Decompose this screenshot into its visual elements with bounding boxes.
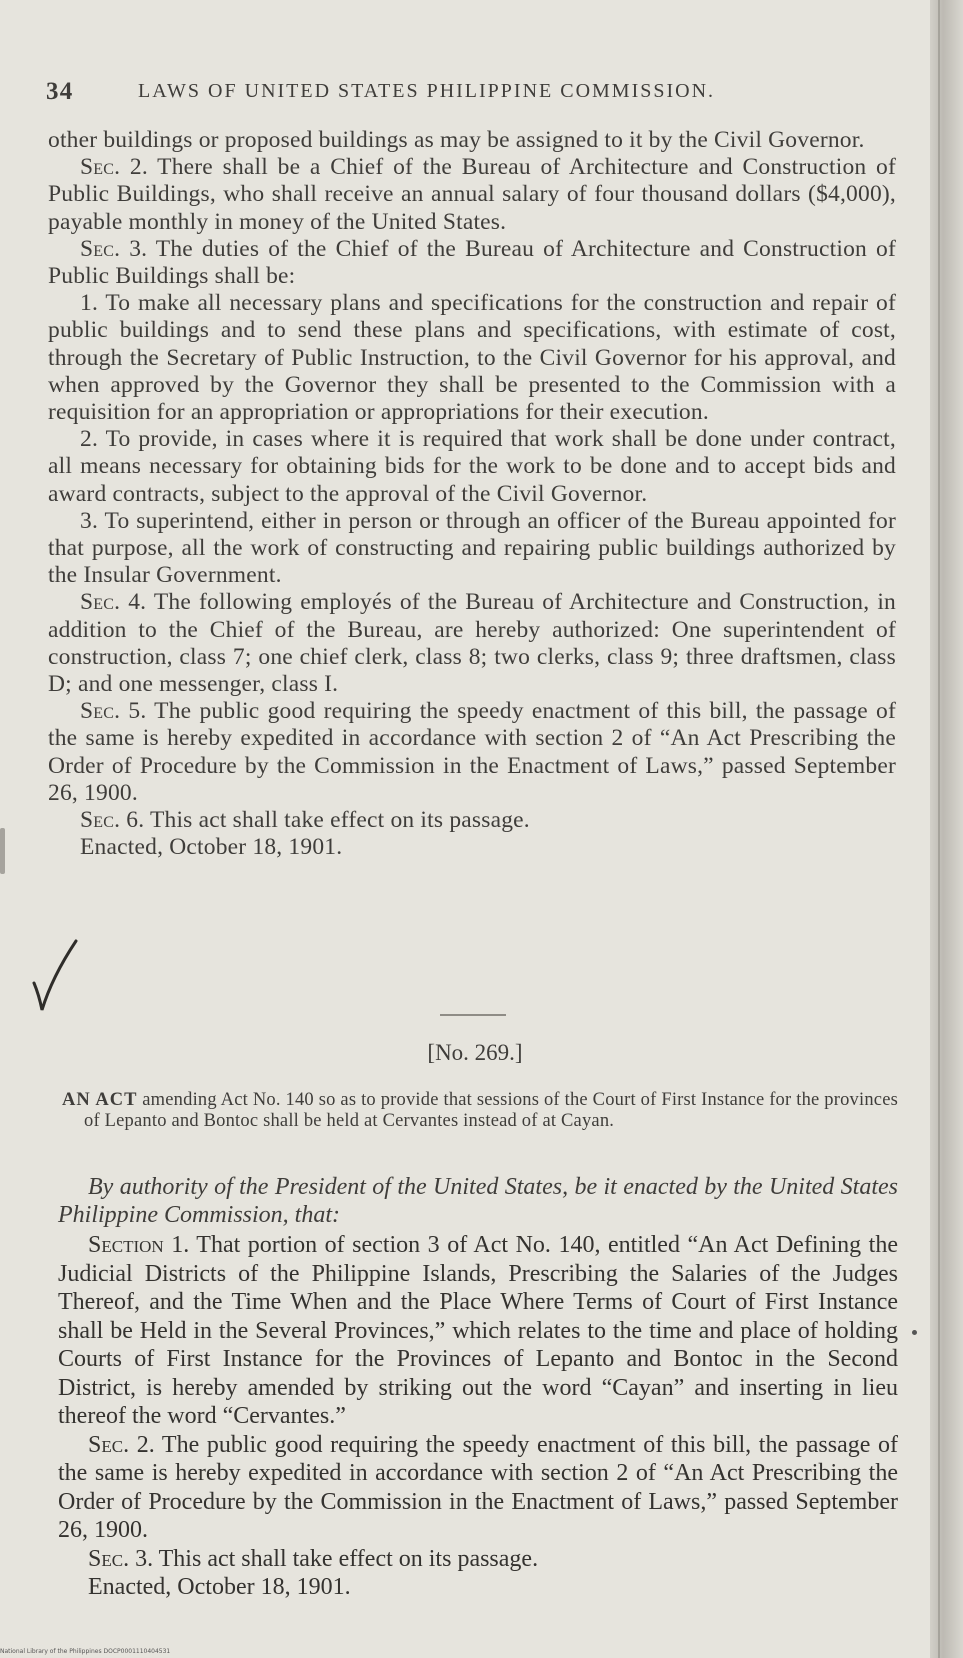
act-title <box>62 1090 898 1132</box>
margin-mark <box>0 828 5 874</box>
scan-source-line: National Library of the Philippines DOCP0001110404531 <box>0 1648 171 1655</box>
act-269-body <box>58 1231 898 1602</box>
section-label: Sec. 6. <box>80 807 145 834</box>
running-head <box>46 78 846 112</box>
enacted-date: Enacted, October 18, 1901. <box>80 834 343 861</box>
page-number: 34 <box>46 78 74 105</box>
section-text: The following employés of the Bureau of Architecture and Construction, in addition to the Chief of the Bureau, are hereby authorized: One superintendent of construction, class 7; one chief clerk, class 8; two clerks, class 9; three draftsmen, class D; and one messenger, class I. <box>48 589 896 698</box>
enacted-date: Enacted, October 18, 1901. <box>88 1574 351 1600</box>
section-6 <box>48 807 896 834</box>
section-label: Sec. 3. <box>88 1545 154 1572</box>
section-text: This act shall take effect on its passage. <box>153 1545 539 1572</box>
section-label: Sec. 5. <box>80 698 147 725</box>
act-number: [No. 269.] <box>427 1040 523 1065</box>
section-3 <box>48 236 896 290</box>
section-2 <box>58 1431 898 1545</box>
margin-dot <box>912 1330 917 1335</box>
section-4 <box>48 589 896 698</box>
section-label: Sec. 2. <box>88 1431 155 1458</box>
duty-item-1: 1. To make all necessary plans and specifications for the construction and repair of public buildings and to send these plans and specifications, with estimate of cost, through the Secretary of Public Instruction, to the Civil Governor for his approval, and when approved by the Governor they shall be presented to the Commission with a requisition for an appropriation or appropriations for their execution. <box>48 290 896 426</box>
section-5 <box>48 698 896 807</box>
running-title: LAWS OF UNITED STATES PHILIPPINE COMMISSION. <box>138 80 716 102</box>
section-text: The public good requiring the speedy enactment of this bill, the passage of the same is hereby expedited in accordance with section 2 of “An Act Prescribing the Order of Procedure by the Commission in the Enactment of Laws,” passed September 26, 1900. <box>48 698 896 806</box>
section-text: That portion of section 3 of Act No. 140, entitled “An Act Defining the Judicial Districts of the Philippine Islands, Prescribing the Salaries of the Judges Thereof, and the Time When and the Place Where Terms of Court of First Instance shall be Held in the Several Provinces,” which relates to the time and place of holding Courts of First Instance for the Provinces of Lepanto and Bontoc in the Second District, is hereby amended by striking out the word “Cayan” and inserting in lieu thereof the word “Cervantes.” <box>58 1232 899 1429</box>
section-label: Sec. 4. <box>80 589 147 616</box>
act-title-text <box>62 1090 898 1132</box>
act-268-body <box>48 127 896 861</box>
act-title-body: amending Act No. 140 so as to provide that sessions of the Court of First Instance for the provinces of Lepanto and Bontoc shall be held at Cervantes instead of at Cayan. <box>84 1090 898 1132</box>
duty-item-2: 2. To provide, in cases where it is required that work shall be done under contract, all means necessary for obtaining bids for the work to be done and to accept bids and award contracts, subject to the approval of the Civil Governor. <box>48 426 896 507</box>
section-text: There shall be a Chief of the Bureau of Architecture and Construction of Public Buildings, who shall receive an annual salary of four thousand dollars ($4,000), payable monthly in money of the United States. <box>48 154 896 235</box>
section-label: Sec. 3. <box>80 235 148 262</box>
handwritten-checkmark-icon <box>30 935 80 1015</box>
gutter-shadow-line <box>938 0 940 1658</box>
section-text: This act shall take effect on its passage. <box>144 807 530 834</box>
act-title-lead: AN ACT <box>62 1090 138 1110</box>
page-gutter <box>930 0 963 1658</box>
section-divider <box>440 1014 506 1016</box>
enacting-clause: By authority of the President of the United States, be it enacted by the United States Philippine Commission, that: <box>58 1174 898 1228</box>
section-label: Sec. 2. <box>80 154 148 181</box>
section-2 <box>48 154 896 236</box>
continued-paragraph: other buildings or proposed buildings as may be assigned to it by the Civil Governor. <box>48 127 865 153</box>
section-1 <box>58 1231 898 1431</box>
section-text: The duties of the Chief of the Bureau of Architecture and Construction of Public Buildings shall be: <box>48 235 896 290</box>
duty-item-3: 3. To superintend, either in person or through an officer of the Bureau appointed for that purpose, all the work of constructing and repairing public buildings authorized by the Insular Government. <box>48 507 896 589</box>
section-3 <box>58 1545 898 1574</box>
section-label: Section 1. <box>88 1232 190 1258</box>
section-text: The public good requiring the speedy enactment of this bill, the passage of the same is hereby expedited in accordance with section 2 of “An Act Prescribing the Order of Procedure by the Commission in the Enactment of Laws,” passed September 26, 1900. <box>58 1431 898 1543</box>
